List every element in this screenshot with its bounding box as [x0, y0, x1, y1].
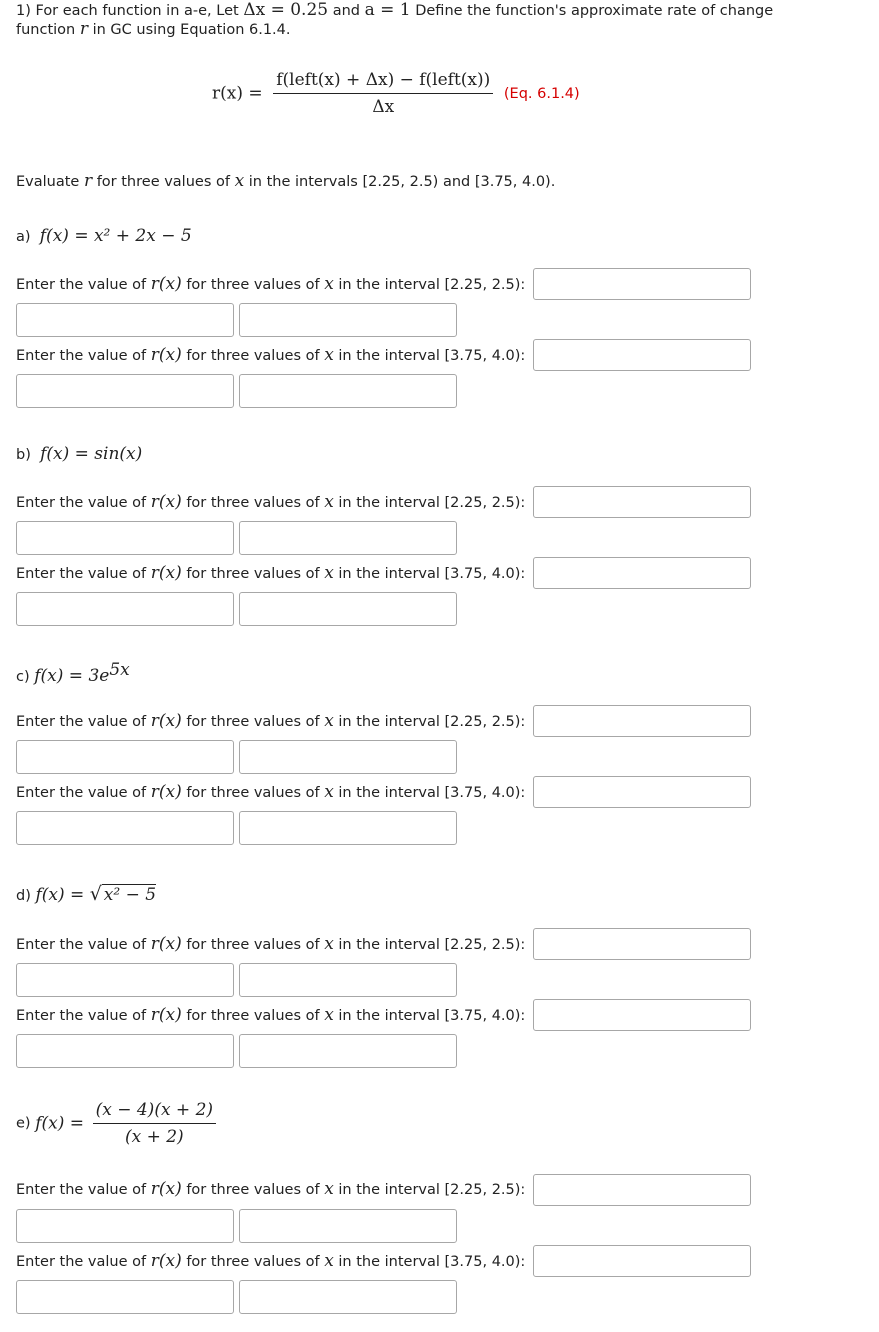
part-a-interval-2-input-2[interactable]: [16, 374, 234, 408]
part-c-interval-1-input-1[interactable]: [533, 705, 751, 737]
part-d-interval-2-input-2[interactable]: [16, 1034, 234, 1068]
equation-numerator: f(left(x) + Δx) − f(left(x)): [273, 70, 493, 94]
equation-6-1-4: [212, 70, 580, 117]
part-a-prompt-1: Enter the value of r(x) for three values of x in the interval [2.25, 2.5):: [16, 274, 526, 294]
part-e-prompt-2: Enter the value of r(x) for three values of x in the interval [3.75, 4.0):: [16, 1251, 526, 1271]
part-d-prompt-2: Enter the value of r(x) for three values of x in the interval [3.75, 4.0):: [16, 1005, 526, 1025]
part-e-fraction: $\frac{(x - 4)(x + 2)}{(x + 2)}$: [93, 1100, 216, 1147]
part-d-interval-1-input-2[interactable]: [16, 963, 234, 997]
part-c-prompt-2: Enter the value of r(x) for three values of x in the interval [3.75, 4.0):: [16, 782, 526, 802]
equation-denominator: Δx: [372, 97, 395, 117]
part-b-prompt-1: Enter the value of r(x) for three values of x in the interval [2.25, 2.5):: [16, 492, 526, 512]
part-e-function: e) f(x) = $\frac{(x - 4)(x + 2)}{(x + 2)}$: [16, 1100, 216, 1147]
equation-fraction: [273, 70, 493, 117]
intro-line-1: 1) For each function in a-e, Let Δx = 0.25 and a = 1 Define the function's approximate rate of change: [16, 0, 774, 20]
part-a-interval-1-input-2[interactable]: [16, 303, 234, 337]
sqrt-sign: √: [89, 883, 102, 905]
part-c-interval-1-input-3[interactable]: [239, 740, 457, 774]
part-e-interval-1-input-2[interactable]: [16, 1209, 234, 1243]
part-d-interval-2-input-3[interactable]: [239, 1034, 457, 1068]
part-a-interval-1-input-3[interactable]: [239, 303, 457, 337]
part-a-interval-2-input-1[interactable]: [533, 339, 751, 371]
part-e-prompt-1: Enter the value of r(x) for three values of x in the interval [2.25, 2.5):: [16, 1179, 526, 1199]
part-a-function: a) f(x) = x² + 2x − 5: [16, 226, 192, 246]
part-d-prompt-1: Enter the value of r(x) for three values of x in the interval [2.25, 2.5):: [16, 934, 526, 954]
part-c-interval-2-input-1[interactable]: [533, 776, 751, 808]
part-c-interval-2-input-3[interactable]: [239, 811, 457, 845]
part-c-interval-2-input-2[interactable]: [16, 811, 234, 845]
equation-reference: (Eq. 6.1.4): [503, 85, 580, 102]
part-d-function: d) f(x) = √ x² − 5: [16, 883, 157, 905]
equation-lhs: r(x) =: [212, 83, 263, 104]
part-c-prompt-1: Enter the value of r(x) for three values of x in the interval [2.25, 2.5):: [16, 711, 526, 731]
part-d-interval-1-input-1[interactable]: [533, 928, 751, 960]
part-a-interval-1-input-1[interactable]: [533, 268, 751, 300]
part-b-interval-2-input-2[interactable]: [16, 592, 234, 626]
part-c-function: c) $f(x) = 3e^{5x}$: [16, 660, 130, 686]
delta-x-value: Δx = 0.25: [243, 0, 329, 20]
evaluate-instruction: Evaluate r for three values of x in the intervals [2.25, 2.5) and [3.75, 4.0).: [16, 171, 556, 191]
part-b-interval-1-input-1[interactable]: [533, 486, 751, 518]
part-b-interval-1-input-2[interactable]: [16, 521, 234, 555]
part-b-function: b) f(x) = sin(x): [16, 444, 143, 464]
part-e-interval-2-input-1[interactable]: [533, 1245, 751, 1277]
intro-line-2: function r in GC using Equation 6.1.4.: [16, 19, 291, 39]
part-a-prompt-2: Enter the value of r(x) for three values of x in the interval [3.75, 4.0):: [16, 345, 526, 365]
part-b-interval-1-input-3[interactable]: [239, 521, 457, 555]
part-c-interval-1-input-2[interactable]: [16, 740, 234, 774]
part-e-interval-1-input-3[interactable]: [239, 1209, 457, 1243]
part-d-interval-2-input-1[interactable]: [533, 999, 751, 1031]
part-d-interval-1-input-3[interactable]: [239, 963, 457, 997]
part-b-interval-2-input-1[interactable]: [533, 557, 751, 589]
part-e-interval-1-input-1[interactable]: [533, 1174, 751, 1206]
part-e-interval-2-input-3[interactable]: [239, 1280, 457, 1314]
a-value: a = 1: [364, 0, 411, 20]
part-b-interval-2-input-3[interactable]: [239, 592, 457, 626]
part-a-interval-2-input-3[interactable]: [239, 374, 457, 408]
part-e-interval-2-input-2[interactable]: [16, 1280, 234, 1314]
part-b-prompt-2: Enter the value of r(x) for three values of x in the interval [3.75, 4.0):: [16, 563, 526, 583]
